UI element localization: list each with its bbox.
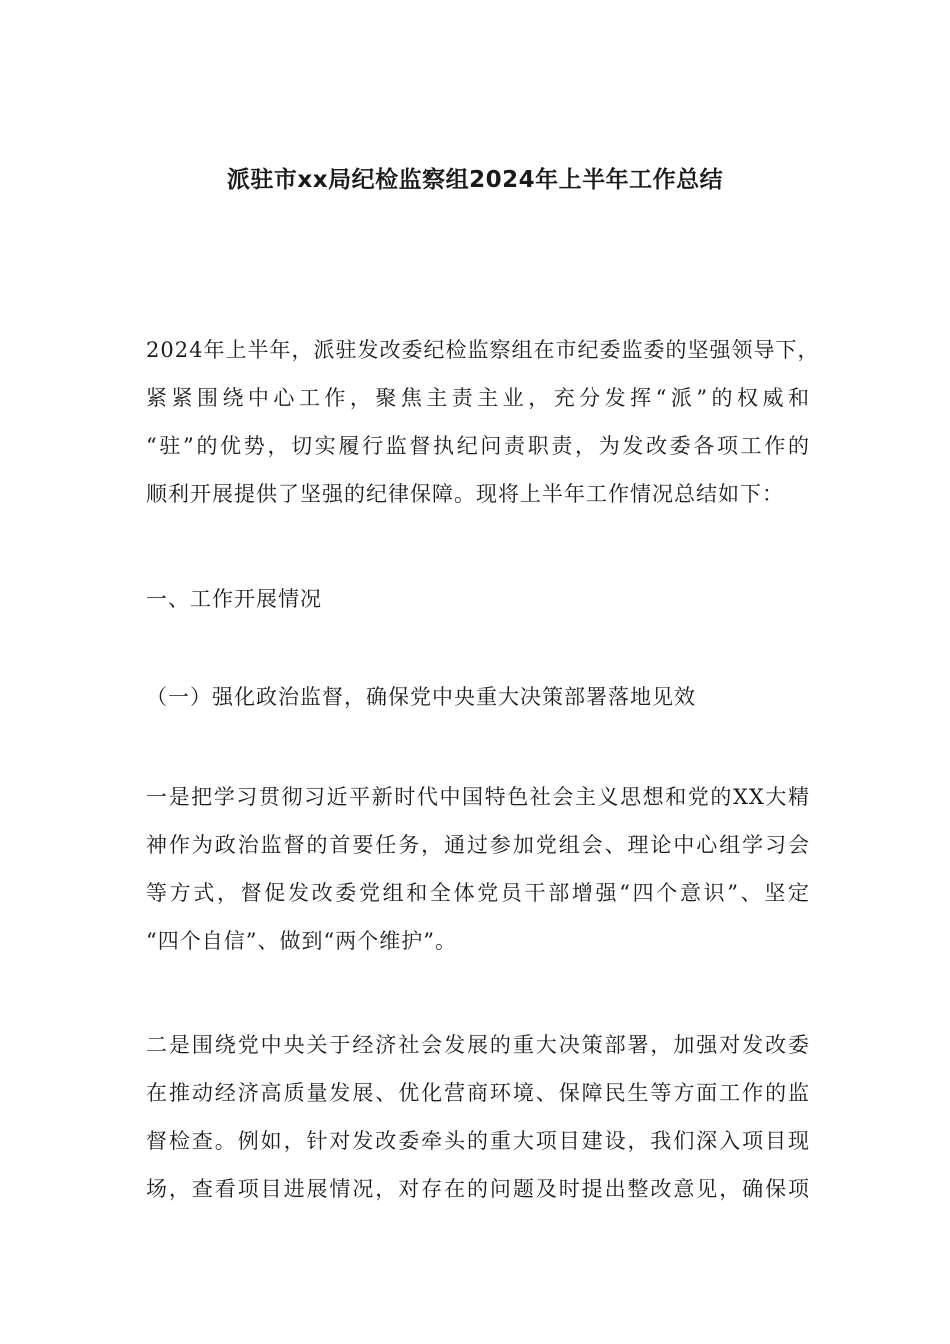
- paragraph-line: 等方式，督促发改委党组和全体党员干部增强“四个意识”、坚定: [146, 881, 810, 905]
- paragraph-line: 顺利开展提供了坚强的纪律保障。现将上半年工作情况总结如下：: [146, 482, 784, 506]
- paragraph-line: 神作为政治监督的首要任务，通过参加党组会、理论中心组学习会: [146, 833, 810, 857]
- paragraph-line: 紧紧围绕中心工作，聚焦主责主业，充分发挥“派”的权威和: [146, 386, 810, 410]
- paragraph-line: 在推动经济高质量发展、优化营商环境、保障民生等方面工作的监: [146, 1081, 810, 1105]
- subsection-heading: [146, 673, 810, 721]
- document-title: 派驻市xx局纪检监察组2024年上半年工作总结: [226, 167, 724, 193]
- section-heading: [146, 575, 810, 623]
- subsection-heading-text: （一）强化政治监督，确保党中央重大决策部署落地见效: [146, 685, 696, 709]
- paragraph-line: “四个自信”、做到“两个维护”。: [146, 929, 457, 953]
- section-heading-text: 一、工作开展情况: [146, 587, 322, 611]
- item-1-paragraph: [146, 773, 810, 965]
- item-2-paragraph: [146, 1021, 810, 1213]
- paragraph-line: 一是把学习贯彻习近平新时代中国特色社会主义思想和党的XX大精: [146, 785, 810, 809]
- paragraph-line: 2024年上半年，派驻发改委纪检监察组在市纪委监委的坚强领导下，: [146, 338, 820, 362]
- paragraph-line: 二是围绕党中央关于经济社会发展的重大决策部署，加强对发改委: [146, 1033, 810, 1057]
- paragraph-line: “驻”的优势，切实履行监督执纪问责职责，为发改委各项工作的: [146, 434, 810, 458]
- intro-paragraph: [146, 326, 820, 518]
- paragraph-line: 督检查。例如，针对发改委牵头的重大项目建设，我们深入项目现: [146, 1129, 810, 1153]
- paragraph-line: 场，查看项目进展情况，对存在的问题及时提出整改意见，确保项: [146, 1177, 810, 1201]
